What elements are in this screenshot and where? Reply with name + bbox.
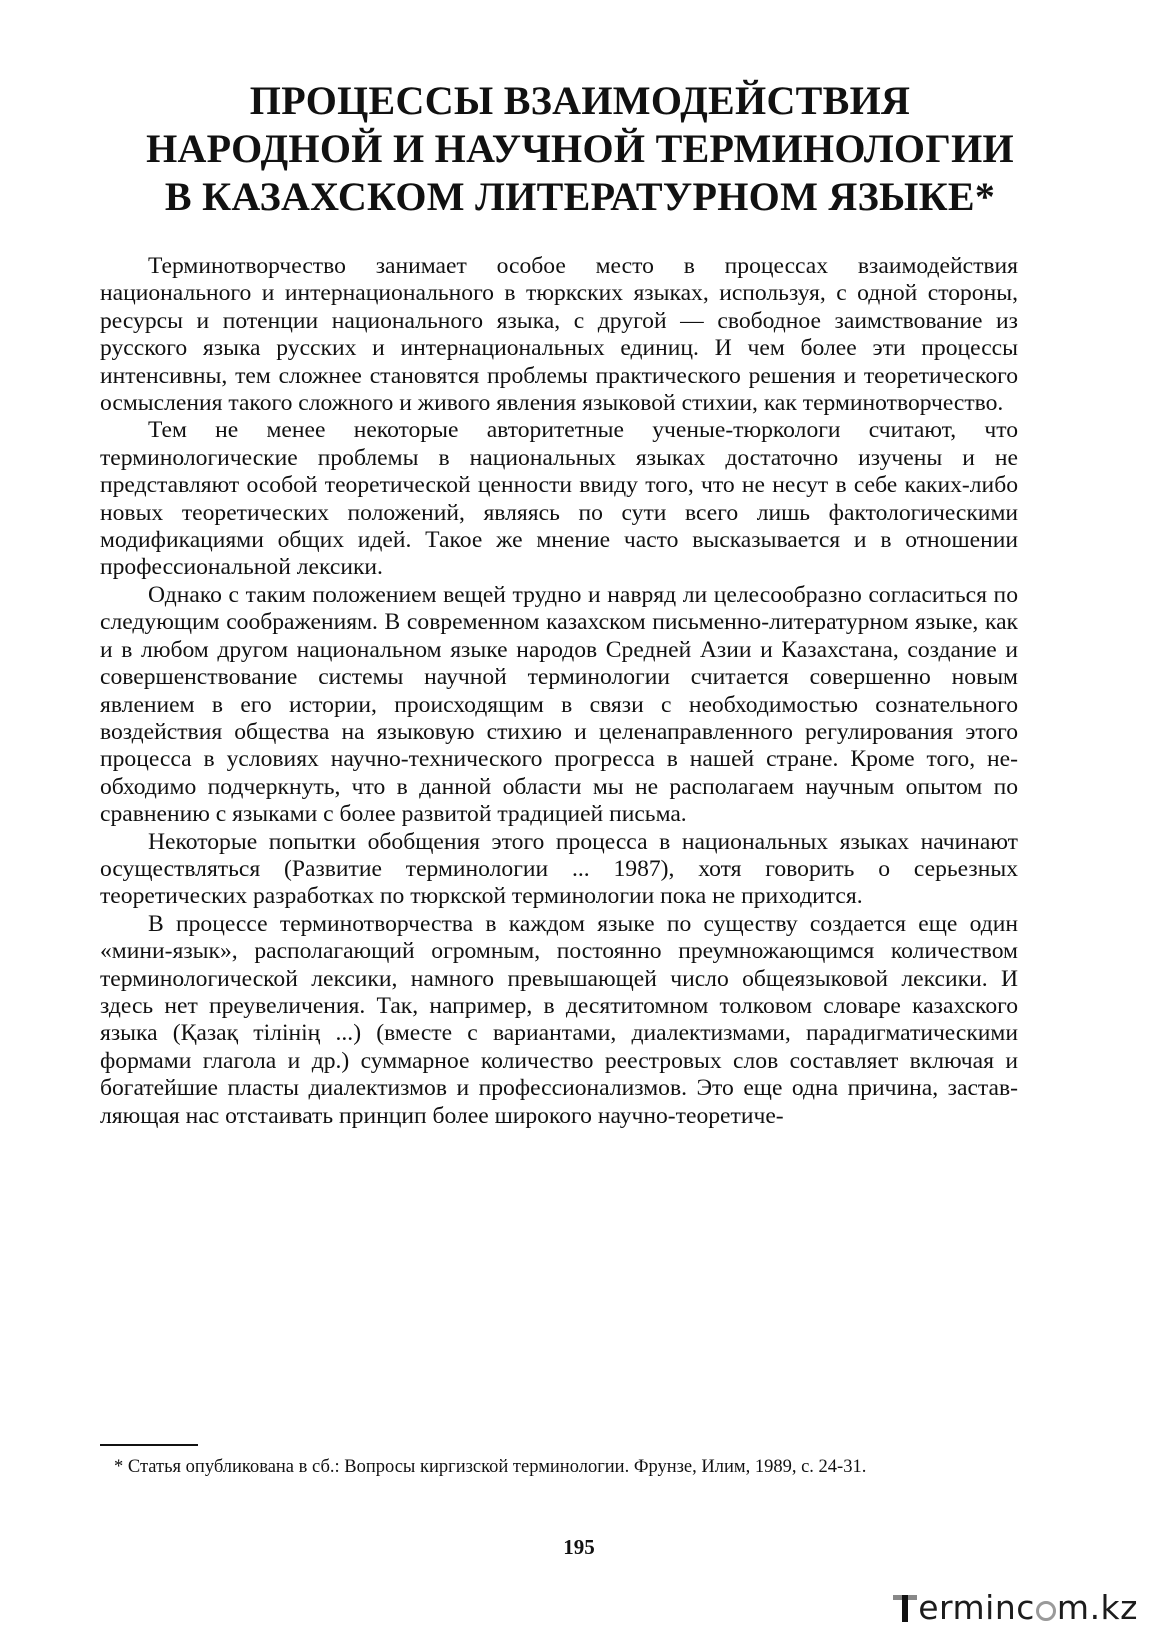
watermark [893,1588,1138,1627]
paragraph-1: Терминотворчество занимает особое место в процессах взаимодействия национального и интернационального в тюркских языках, используя, с одной стороны, ресурсы и потенции национального языка, с другой — свободное заимствование из русского языка русских и интернациональных единиц. И чем более эти процессы интенсивны, тем сложнее становятся проблемы практического решения и теоретического осмысления такого сложного и живого явления языковой стихии, как терминотворчество. [100,253,1018,417]
page-number: 195 [563,1535,595,1559]
watermark-part-2: c [1016,1588,1035,1627]
footnote-divider [100,1444,198,1446]
watermark-part-1: ermin [918,1588,1017,1627]
watermark-part-3: m.kz [1056,1588,1138,1627]
paragraph-4: Некоторые попытки обобщения этого процесса в национальных языках начинают осуществляться (Развитие терминологии ... 1987), хотя говорить о серьезных теоретических разработках по тюркской терминологии пока не приходится. [100,828,1018,910]
ring-icon [1036,1601,1056,1621]
paragraph-3: Однако с таким положением вещей трудно и навряд ли целесообразно согласиться по следующим соображениям. В современном казахском письменно-литературном языке, как и в любом другом национальном языке народов Средней Азии и Казахстана, создание и совершенствование системы научной терминологии считается совершенно новым явлением в его истории, происходящим в связи с необходимостью сознательного воздействия общества на языковую стихию и целенаправленного регулирования этого процесса в условиях научно-технического прогресса в нашей стране. Кроме того, необходимо подчеркнуть, что в данной области мы не располагаем научным опытом по сравнению с языками с более развитой традицией письма. [100,581,1018,828]
t-logo-icon [893,1593,917,1623]
title-line-1: ПРОЦЕССЫ ВЗАИМОДЕЙСТВИЯ [249,77,911,123]
title-line-3: В КАЗАХСКОМ ЛИТЕРАТУРНОМ ЯЗЫКЕ* [164,173,996,219]
paragraph-2: Тем не менее некоторые авторитетные ученые-тюркологи считают, что терминологические проблемы в национальных языках достаточно изучены и не представляют особой теоретической ценности ввиду того, что не несут в себе каких-либо новых теоретических положений, являясь по сути всего лишь фактологическими модификациями общих идей. Такое же мнение часто высказывается и в отношении профессиональной лексики. [100,417,1018,581]
footnote: * Статья опубликована в сб.: Вопросы киргизской терминологии. Фрунзе, Илим, 1989, с. 24-31. [114,1457,867,1477]
paragraph-5: В процессе терминотворчества в каждом языке по существу создается еще один «мини-язык», располагающий огромным, постоянно преумножающимся количеством терминологической лексики, намного превышающей число общеязыковой лексики. И здесь нет преувеличения. Так, например, в десятитомном толковом словаре казахского языка (Қазақ тілінің ...) (вместе с вариантами, диалектизмами, парадигматическими формами глагола и др.) суммарное количество реестровых слов составляет включая и богатейшие пласты диалектизмов и профессионализмов. Это еще одна причина, заставляющая нас отстаивать принцип более широкого научно-теоретиче- [100,910,1018,1129]
article-body [100,253,1018,1130]
article-title [80,77,1080,221]
title-line-2: НАРОДНОЙ И НАУЧНОЙ ТЕРМИНОЛОГИИ [146,125,1014,171]
